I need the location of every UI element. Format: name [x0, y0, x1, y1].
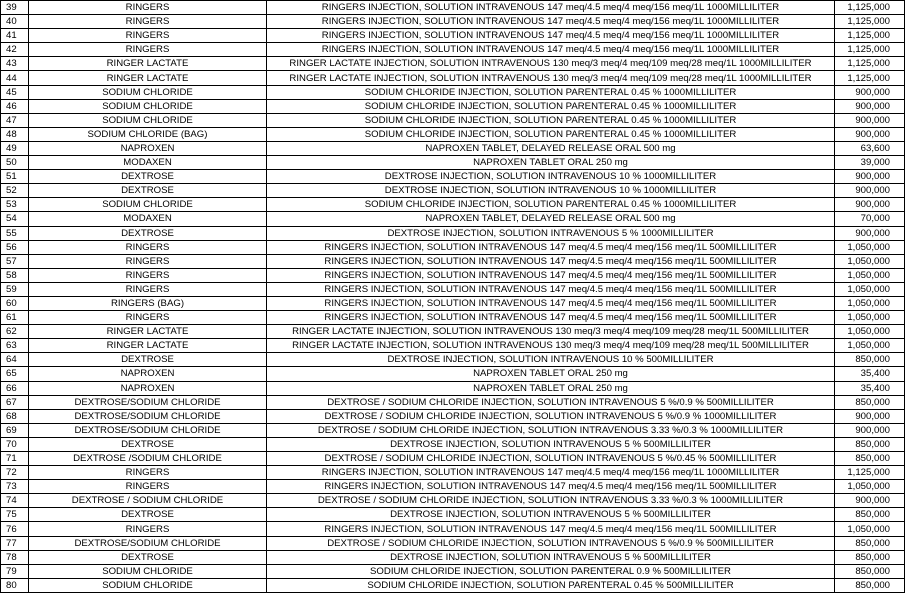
amount-cell: 1,125,000	[835, 43, 905, 57]
row-number-cell: 74	[1, 494, 29, 508]
row-number-cell: 76	[1, 522, 29, 536]
amount-cell: 1,050,000	[835, 480, 905, 494]
drug-name-cell: RINGER LACTATE	[29, 325, 267, 339]
drug-description-cell: DEXTROSE INJECTION, SOLUTION INTRAVENOUS 5 % 1000MILLILITER	[267, 226, 835, 240]
row-number-cell: 39	[1, 1, 29, 15]
row-number-cell: 51	[1, 170, 29, 184]
amount-cell: 900,000	[835, 99, 905, 113]
table-row	[1, 57, 905, 71]
drug-name-cell: SODIUM CHLORIDE	[29, 99, 267, 113]
amount-cell: 850,000	[835, 452, 905, 466]
row-number-cell: 73	[1, 480, 29, 494]
row-number-cell: 52	[1, 184, 29, 198]
amount-cell: 850,000	[835, 550, 905, 564]
amount-cell: 1,125,000	[835, 29, 905, 43]
amount-cell: 850,000	[835, 353, 905, 367]
table-row	[1, 437, 905, 451]
drug-name-cell: DEXTROSE /SODIUM CHLORIDE	[29, 452, 267, 466]
row-number-cell: 59	[1, 282, 29, 296]
drug-name-cell: NAPROXEN	[29, 141, 267, 155]
table-row	[1, 184, 905, 198]
drug-description-cell: DEXTROSE INJECTION, SOLUTION INTRAVENOUS 5 % 500MILLILITER	[267, 550, 835, 564]
drug-name-cell: RINGERS	[29, 480, 267, 494]
drug-description-cell: DEXTROSE / SODIUM CHLORIDE INJECTION, SOLUTION INTRAVENOUS 5 %/0.9 % 1000MILLILITER	[267, 409, 835, 423]
drug-description-cell: DEXTROSE INJECTION, SOLUTION INTRAVENOUS 5 % 500MILLILITER	[267, 508, 835, 522]
row-number-cell: 40	[1, 15, 29, 29]
drug-description-cell: DEXTROSE INJECTION, SOLUTION INTRAVENOUS 10 % 500MILLILITER	[267, 353, 835, 367]
drug-description-cell: SODIUM CHLORIDE INJECTION, SOLUTION PARENTERAL 0.45 % 1000MILLILITER	[267, 198, 835, 212]
amount-cell: 900,000	[835, 127, 905, 141]
amount-cell: 850,000	[835, 536, 905, 550]
drug-description-cell: DEXTROSE INJECTION, SOLUTION INTRAVENOUS 10 % 1000MILLILITER	[267, 184, 835, 198]
table-row	[1, 353, 905, 367]
row-number-cell: 60	[1, 296, 29, 310]
row-number-cell: 77	[1, 536, 29, 550]
drug-name-cell: DEXTROSE	[29, 353, 267, 367]
row-number-cell: 66	[1, 381, 29, 395]
table-row	[1, 522, 905, 536]
row-number-cell: 63	[1, 339, 29, 353]
drug-description-cell: RINGERS INJECTION, SOLUTION INTRAVENOUS 147 meq/4.5 meq/4 meq/156 meq/1L 500MILLILITER	[267, 296, 835, 310]
table-row	[1, 15, 905, 29]
drug-description-cell: DEXTROSE INJECTION, SOLUTION INTRAVENOUS 10 % 1000MILLILITER	[267, 170, 835, 184]
amount-cell: 1,050,000	[835, 522, 905, 536]
drug-description-cell: NAPROXEN TABLET ORAL 250 mg	[267, 381, 835, 395]
row-number-cell: 46	[1, 99, 29, 113]
drug-name-cell: SODIUM CHLORIDE	[29, 564, 267, 578]
row-number-cell: 72	[1, 466, 29, 480]
drug-name-cell: RINGERS	[29, 254, 267, 268]
drug-name-cell: DEXTROSE	[29, 184, 267, 198]
drug-description-cell: RINGER LACTATE INJECTION, SOLUTION INTRAVENOUS 130 meq/3 meq/4 meq/109 meq/28 meq/1L 1000MILLILITER	[267, 71, 835, 85]
drug-name-cell: SODIUM CHLORIDE	[29, 198, 267, 212]
amount-cell: 900,000	[835, 226, 905, 240]
drug-description-cell: SODIUM CHLORIDE INJECTION, SOLUTION PARENTERAL 0.45 % 500MILLILITER	[267, 578, 835, 592]
amount-cell: 1,050,000	[835, 254, 905, 268]
amount-cell: 850,000	[835, 578, 905, 592]
drug-description-cell: RINGERS INJECTION, SOLUTION INTRAVENOUS 147 meq/4.5 meq/4 meq/156 meq/1L 500MILLILITER	[267, 311, 835, 325]
table-body	[1, 1, 905, 593]
drug-description-cell: DEXTROSE / SODIUM CHLORIDE INJECTION, SOLUTION INTRAVENOUS 3.33 %/0.3 % 1000MILLILITER	[267, 423, 835, 437]
row-number-cell: 65	[1, 367, 29, 381]
drug-description-cell: SODIUM CHLORIDE INJECTION, SOLUTION PARENTERAL 0.45 % 1000MILLILITER	[267, 85, 835, 99]
row-number-cell: 64	[1, 353, 29, 367]
drug-description-cell: DEXTROSE / SODIUM CHLORIDE INJECTION, SOLUTION INTRAVENOUS 5 %/0.9 % 500MILLILITER	[267, 536, 835, 550]
table-row	[1, 29, 905, 43]
amount-cell: 1,050,000	[835, 240, 905, 254]
drug-name-cell: DEXTROSE	[29, 226, 267, 240]
drug-description-cell: SODIUM CHLORIDE INJECTION, SOLUTION PARENTERAL 0.45 % 1000MILLILITER	[267, 113, 835, 127]
drug-name-cell: SODIUM CHLORIDE	[29, 85, 267, 99]
amount-cell: 1,125,000	[835, 57, 905, 71]
row-number-cell: 67	[1, 395, 29, 409]
amount-cell: 1,125,000	[835, 71, 905, 85]
drug-description-cell: DEXTROSE / SODIUM CHLORIDE INJECTION, SOLUTION INTRAVENOUS 5 %/0.9 % 500MILLILITER	[267, 395, 835, 409]
drug-description-cell: DEXTROSE / SODIUM CHLORIDE INJECTION, SOLUTION INTRAVENOUS 5 %/0.45 % 500MILLILITER	[267, 452, 835, 466]
row-number-cell: 71	[1, 452, 29, 466]
table-row	[1, 409, 905, 423]
drug-description-cell: SODIUM CHLORIDE INJECTION, SOLUTION PARENTERAL 0.9 % 500MILLILITER	[267, 564, 835, 578]
drug-name-cell: MODAXEN	[29, 212, 267, 226]
drug-name-cell: RINGERS	[29, 43, 267, 57]
drug-description-cell: RINGERS INJECTION, SOLUTION INTRAVENOUS 147 meq/4.5 meq/4 meq/156 meq/1L 500MILLILITER	[267, 522, 835, 536]
row-number-cell: 50	[1, 156, 29, 170]
table-row	[1, 452, 905, 466]
drug-description-cell: NAPROXEN TABLET, DELAYED RELEASE ORAL 500 mg	[267, 212, 835, 226]
table-row	[1, 170, 905, 184]
table-row	[1, 254, 905, 268]
drug-name-cell: MODAXEN	[29, 156, 267, 170]
table-row	[1, 226, 905, 240]
drug-name-cell: DEXTROSE/SODIUM CHLORIDE	[29, 409, 267, 423]
drug-name-cell: RINGERS	[29, 15, 267, 29]
table-row	[1, 43, 905, 57]
drug-description-cell: RINGERS INJECTION, SOLUTION INTRAVENOUS 147 meq/4.5 meq/4 meq/156 meq/1L 500MILLILITER	[267, 240, 835, 254]
amount-cell: 850,000	[835, 395, 905, 409]
drug-name-cell: DEXTROSE / SODIUM CHLORIDE	[29, 494, 267, 508]
drug-description-cell: RINGERS INJECTION, SOLUTION INTRAVENOUS 147 meq/4.5 meq/4 meq/156 meq/1L 1000MILLILITER	[267, 15, 835, 29]
row-number-cell: 57	[1, 254, 29, 268]
drug-description-cell: RINGERS INJECTION, SOLUTION INTRAVENOUS 147 meq/4.5 meq/4 meq/156 meq/1L 500MILLILITER	[267, 480, 835, 494]
drug-name-cell: DEXTROSE/SODIUM CHLORIDE	[29, 423, 267, 437]
table-row	[1, 381, 905, 395]
drug-description-cell: NAPROXEN TABLET ORAL 250 mg	[267, 156, 835, 170]
row-number-cell: 80	[1, 578, 29, 592]
table-row	[1, 156, 905, 170]
drug-description-cell: RINGERS INJECTION, SOLUTION INTRAVENOUS 147 meq/4.5 meq/4 meq/156 meq/1L 1000MILLILITER	[267, 43, 835, 57]
amount-cell: 35,400	[835, 381, 905, 395]
amount-cell: 70,000	[835, 212, 905, 226]
drug-name-cell: RINGERS	[29, 466, 267, 480]
amount-cell: 1,050,000	[835, 311, 905, 325]
drug-name-cell: RINGERS	[29, 29, 267, 43]
table-row	[1, 141, 905, 155]
table-row	[1, 1, 905, 15]
table-row	[1, 282, 905, 296]
row-number-cell: 75	[1, 508, 29, 522]
drug-description-cell: SODIUM CHLORIDE INJECTION, SOLUTION PARENTERAL 0.45 % 1000MILLILITER	[267, 99, 835, 113]
drug-name-cell: NAPROXEN	[29, 381, 267, 395]
drug-name-cell: RINGER LACTATE	[29, 71, 267, 85]
drug-name-cell: RINGERS	[29, 282, 267, 296]
drug-name-cell: RINGERS	[29, 311, 267, 325]
row-number-cell: 61	[1, 311, 29, 325]
amount-cell: 1,050,000	[835, 296, 905, 310]
row-number-cell: 62	[1, 325, 29, 339]
row-number-cell: 56	[1, 240, 29, 254]
table-row	[1, 198, 905, 212]
table-row	[1, 325, 905, 339]
drug-name-cell: RINGERS	[29, 522, 267, 536]
drug-description-cell: RINGER LACTATE INJECTION, SOLUTION INTRAVENOUS 130 meq/3 meq/4 meq/109 meq/28 meq/1L 500MILLILITER	[267, 339, 835, 353]
table-row	[1, 71, 905, 85]
drug-description-cell: DEXTROSE INJECTION, SOLUTION INTRAVENOUS 5 % 500MILLILITER	[267, 437, 835, 451]
drug-name-cell: RINGERS	[29, 268, 267, 282]
row-number-cell: 41	[1, 29, 29, 43]
row-number-cell: 47	[1, 113, 29, 127]
drug-name-cell: DEXTROSE/SODIUM CHLORIDE	[29, 536, 267, 550]
drug-name-cell: SODIUM CHLORIDE	[29, 113, 267, 127]
amount-cell: 1,125,000	[835, 15, 905, 29]
amount-cell: 1,125,000	[835, 466, 905, 480]
table-row	[1, 578, 905, 592]
table-row	[1, 423, 905, 437]
amount-cell: 900,000	[835, 198, 905, 212]
drug-description-cell: RINGERS INJECTION, SOLUTION INTRAVENOUS 147 meq/4.5 meq/4 meq/156 meq/1L 500MILLILITER	[267, 282, 835, 296]
row-number-cell: 45	[1, 85, 29, 99]
table-row	[1, 113, 905, 127]
row-number-cell: 69	[1, 423, 29, 437]
table-row	[1, 127, 905, 141]
row-number-cell: 53	[1, 198, 29, 212]
row-number-cell: 43	[1, 57, 29, 71]
row-number-cell: 68	[1, 409, 29, 423]
table-row	[1, 508, 905, 522]
table-row	[1, 536, 905, 550]
drug-description-cell: NAPROXEN TABLET ORAL 250 mg	[267, 367, 835, 381]
table-row	[1, 85, 905, 99]
amount-cell: 1,050,000	[835, 325, 905, 339]
table-row	[1, 339, 905, 353]
drug-description-cell: RINGERS INJECTION, SOLUTION INTRAVENOUS 147 meq/4.5 meq/4 meq/156 meq/1L 1000MILLILITER	[267, 29, 835, 43]
drug-description-cell: RINGER LACTATE INJECTION, SOLUTION INTRAVENOUS 130 meq/3 meq/4 meq/109 meq/28 meq/1L 1000MILLILITER	[267, 57, 835, 71]
table-row	[1, 268, 905, 282]
row-number-cell: 48	[1, 127, 29, 141]
drug-name-cell: RINGERS	[29, 240, 267, 254]
drug-name-cell: DEXTROSE/SODIUM CHLORIDE	[29, 395, 267, 409]
drug-name-cell: NAPROXEN	[29, 367, 267, 381]
table-row	[1, 466, 905, 480]
amount-cell: 850,000	[835, 508, 905, 522]
amount-cell: 63,600	[835, 141, 905, 155]
drug-name-cell: SODIUM CHLORIDE (BAG)	[29, 127, 267, 141]
row-number-cell: 54	[1, 212, 29, 226]
amount-cell: 900,000	[835, 494, 905, 508]
amount-cell: 900,000	[835, 113, 905, 127]
drug-name-cell: RINGER LACTATE	[29, 339, 267, 353]
amount-cell: 1,050,000	[835, 268, 905, 282]
drug-name-cell: SODIUM CHLORIDE	[29, 578, 267, 592]
amount-cell: 850,000	[835, 564, 905, 578]
amount-cell: 39,000	[835, 156, 905, 170]
row-number-cell: 55	[1, 226, 29, 240]
drug-name-cell: RINGER LACTATE	[29, 57, 267, 71]
drug-description-cell: RINGERS INJECTION, SOLUTION INTRAVENOUS 147 meq/4.5 meq/4 meq/156 meq/1L 1000MILLILITER	[267, 466, 835, 480]
drug-description-cell: NAPROXEN TABLET, DELAYED RELEASE ORAL 500 mg	[267, 141, 835, 155]
drug-name-cell: RINGERS	[29, 1, 267, 15]
table-row	[1, 395, 905, 409]
amount-cell: 35,400	[835, 367, 905, 381]
table-row	[1, 296, 905, 310]
drug-name-cell: RINGERS (BAG)	[29, 296, 267, 310]
drug-description-cell: DEXTROSE / SODIUM CHLORIDE INJECTION, SOLUTION INTRAVENOUS 3.33 %/0.3 % 1000MILLILITER	[267, 494, 835, 508]
drug-description-cell: RINGERS INJECTION, SOLUTION INTRAVENOUS 147 meq/4.5 meq/4 meq/156 meq/1L 500MILLILITER	[267, 268, 835, 282]
row-number-cell: 42	[1, 43, 29, 57]
table-row	[1, 367, 905, 381]
amount-cell: 900,000	[835, 170, 905, 184]
amount-cell: 1,050,000	[835, 282, 905, 296]
amount-cell: 900,000	[835, 184, 905, 198]
drug-description-cell: RINGERS INJECTION, SOLUTION INTRAVENOUS 147 meq/4.5 meq/4 meq/156 meq/1L 500MILLILITER	[267, 254, 835, 268]
amount-cell: 900,000	[835, 85, 905, 99]
drug-name-cell: DEXTROSE	[29, 170, 267, 184]
table-row	[1, 494, 905, 508]
amount-cell: 1,050,000	[835, 339, 905, 353]
amount-cell: 1,125,000	[835, 1, 905, 15]
table-row	[1, 311, 905, 325]
row-number-cell: 44	[1, 71, 29, 85]
table-row	[1, 212, 905, 226]
row-number-cell: 58	[1, 268, 29, 282]
drug-name-cell: DEXTROSE	[29, 437, 267, 451]
row-number-cell: 49	[1, 141, 29, 155]
drug-name-cell: DEXTROSE	[29, 550, 267, 564]
drug-description-cell: RINGER LACTATE INJECTION, SOLUTION INTRAVENOUS 130 meq/3 meq/4 meq/109 meq/28 meq/1L 500MILLILITER	[267, 325, 835, 339]
table-row	[1, 480, 905, 494]
table-row	[1, 99, 905, 113]
row-number-cell: 70	[1, 437, 29, 451]
table-row	[1, 240, 905, 254]
drug-description-cell: RINGERS INJECTION, SOLUTION INTRAVENOUS 147 meq/4.5 meq/4 meq/156 meq/1L 1000MILLILITER	[267, 1, 835, 15]
row-number-cell: 78	[1, 550, 29, 564]
drug-name-cell: DEXTROSE	[29, 508, 267, 522]
amount-cell: 900,000	[835, 409, 905, 423]
amount-cell: 900,000	[835, 423, 905, 437]
table-row	[1, 550, 905, 564]
table-row	[1, 564, 905, 578]
drug-description-cell: SODIUM CHLORIDE INJECTION, SOLUTION PARENTERAL 0.45 % 1000MILLILITER	[267, 127, 835, 141]
row-number-cell: 79	[1, 564, 29, 578]
amount-cell: 850,000	[835, 437, 905, 451]
